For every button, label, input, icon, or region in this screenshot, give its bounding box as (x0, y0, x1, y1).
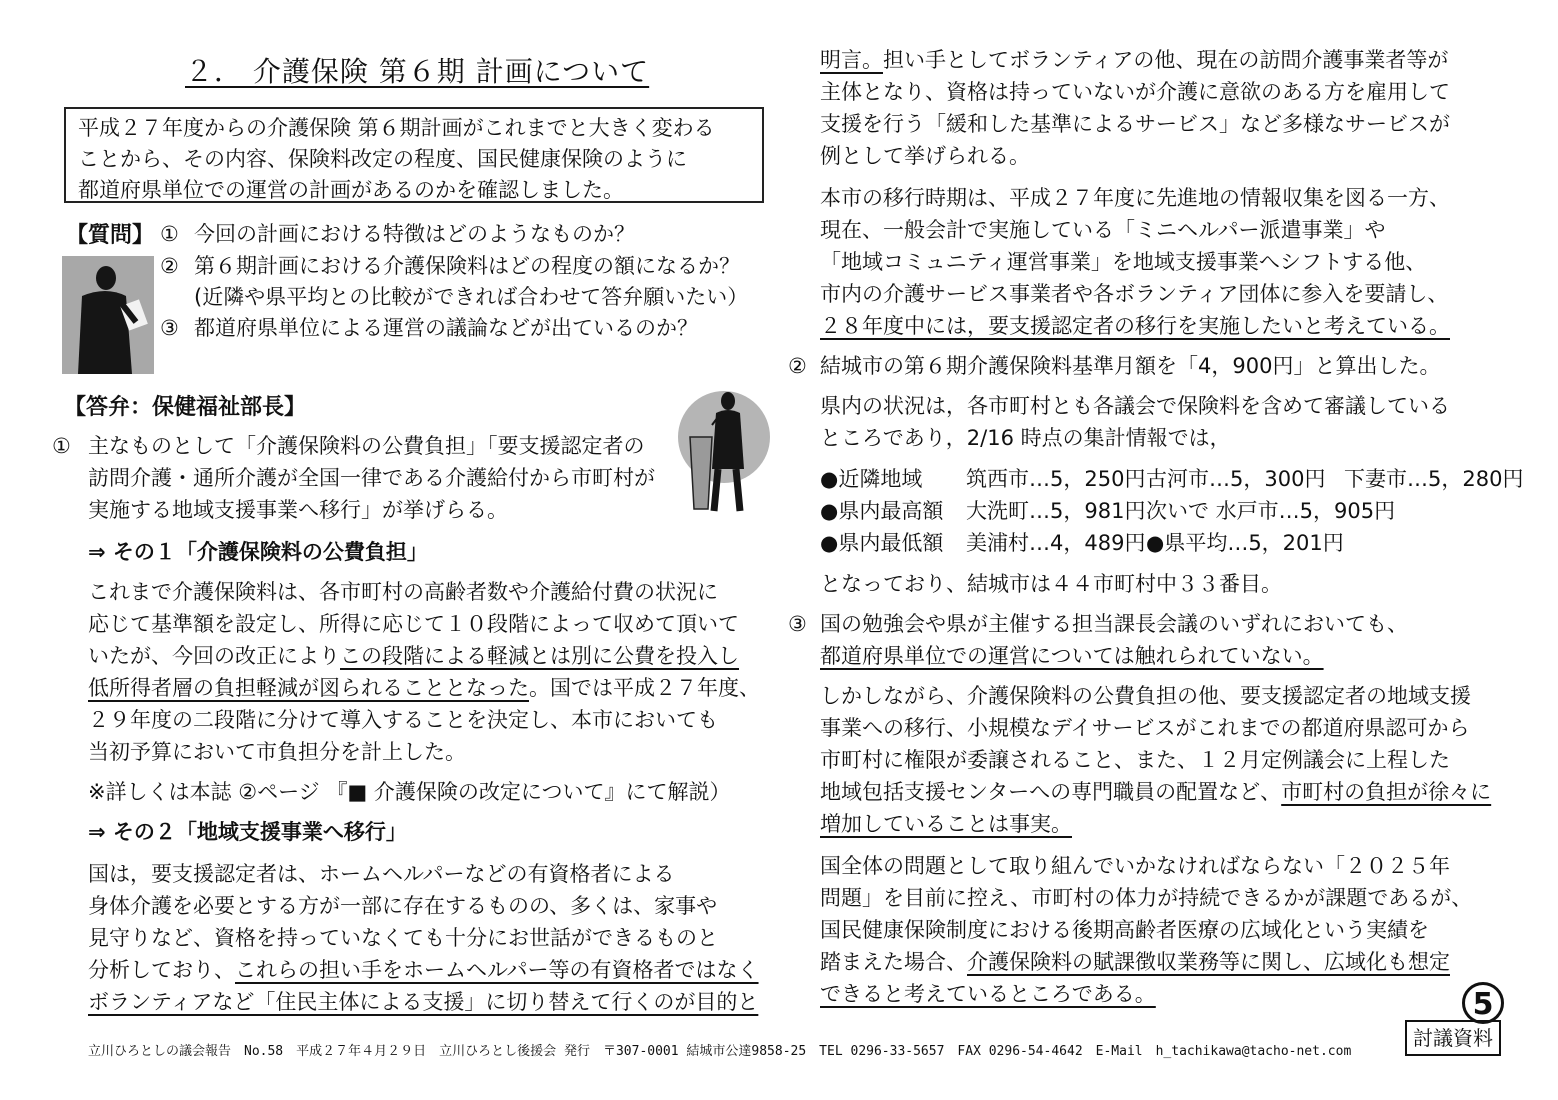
page-number: 5 (1462, 982, 1504, 1024)
paragraph-line: 増加していることは事実。 (820, 812, 1072, 836)
question-item: (近隣や県平均との比較ができれば合わせて答弁願いたい） (194, 285, 749, 309)
answer-line: 主なものとして「介護保険料の公費負担」「要支援認定者の (88, 434, 645, 458)
intro-line: 都道府県単位での運営の計画があるのかを確認しました。 (78, 178, 624, 202)
question-item: ② 第６期計画における介護保険料はどの程度の額になるか？ (160, 254, 740, 278)
paragraph-line: 分析しており、これらの担い手をホームヘルパー等の有資格者ではなく (88, 958, 759, 982)
document-tag: 討議資料 (1405, 1020, 1501, 1056)
paragraph-line: 現在、一般会計で実施している「ミニヘルパー派遣事業」や (820, 218, 1386, 242)
paragraph-line: できると考えているところである。 (820, 982, 1156, 1006)
paragraph-line: 問題」を目前に控え、市町村の体力が持続できるかが課題であるが、 (820, 886, 1473, 910)
intro-line: ことから、その内容、保険料改定の程度、国民健康保険のように (78, 147, 687, 171)
intro-box (64, 107, 764, 203)
paragraph-line: となっており、結城市は４４市町村中３３番目。 (820, 572, 1282, 596)
paragraph-line: 国は，要支援認定者は、ホームヘルパーなどの有資格者による (88, 862, 675, 886)
fee-row: ●県内最高額 大洗町…5，981円次いで 水戸市…5，905円 (820, 495, 1395, 528)
question-label: 【質問】 (66, 223, 155, 248)
answer-number: ③ (788, 612, 807, 636)
paragraph-line: ボランティアなど「住民主体による支援」に切り替えて行くのが目的と (88, 990, 759, 1014)
paragraph-line: これまで介護保険料は、各市町村の高齢者数や介護給付費の状況に (88, 580, 718, 604)
paragraph-line: 「地域コミュニティ運営事業」を地域支援事業へシフトする他、 (820, 250, 1427, 274)
subheading: ⇒ その２「地域支援事業へ移行」 (88, 820, 407, 844)
subheading: ⇒ その１「介護保険料の公費負担」 (88, 540, 428, 564)
answer-line: 都道府県単位での運営については触れられていない。 (820, 644, 1324, 668)
paragraph-line: ２８年度中には，要支援認定者の移行を実施したいと考えている。 (820, 314, 1450, 338)
answer-label: 【答弁：保健福祉部長】 (64, 395, 307, 420)
paragraph-line: 低所得者層の負担軽減が図られることとなった。国では平成２７年度、 (88, 676, 760, 700)
paragraph-line: 主体となり、資格は持っていないが介護に意欲のある方を雇用して (820, 80, 1450, 104)
paragraph-line: しかしながら、介護保険料の公費負担の他、要支援認定者の地域支援 (820, 684, 1471, 708)
note-line: ※詳しくは本誌 ②ページ 『■ 介護保険の改定について』にて解説） (88, 780, 731, 804)
paragraph-line: 支援を行う「緩和した基準によるサービス」など多様なサービスが (820, 112, 1450, 136)
answer-number: ① (52, 434, 71, 458)
fee-label: ●近隣地域 (820, 467, 923, 491)
answer-line: 訪問介護・通所介護が全国一律である介護給付から市町村が (88, 466, 655, 490)
question-item: ① 今回の計画における特徴はどのようなものか？ (160, 222, 635, 246)
paragraph-line: 地域包括支援センターへの専門職員の配置など、市町村の負担が徐々に (820, 780, 1492, 804)
paragraph-line: 市内の介護サービス事業者や各ボランティア団体に参入を要請し、 (820, 282, 1449, 306)
podium-speaker-icon (672, 385, 772, 513)
paragraph-line: 市町村に権限が委譲されること、また、１２月定例議会に上程した (820, 748, 1450, 772)
footer: 立川ひろとしの議会報告 No.58 平成２７年４月２９日 立川ひろとし後援会 発行 〒307-0001 結城市公達9858-25 TEL 0296-33-5657 FAX 0296-54-4642 E-Mail h_tachikawa@tacho-net.com (88, 1044, 1352, 1059)
paragraph-line: 見守りなど、資格を持っていなくても十分にお世話ができるものと (88, 926, 718, 950)
fee-label: ●県内最低額 (820, 531, 944, 555)
question-item: ③ 都道府県単位による運営の議論などが出ているのか？ (160, 316, 698, 340)
paragraph-line: いたが、今回の改正によりこの段階による軽減とは別に公費を投入し (88, 644, 739, 668)
paragraph-line: 応じて基準額を設定し、所得に応じて１０段階によって収めて頂いて (88, 612, 739, 636)
paragraph-line: 国民健康保険制度における後期高齢者医療の広域化という実績を (820, 918, 1429, 942)
paragraph-line: 明言。担い手としてボランティアの他、現在の訪問介護事業者等が (820, 48, 1449, 72)
paragraph-line: 事業への移行、小規模なデイサービスがこれまでの都道府県認可から (820, 716, 1470, 740)
fee-row: ●近隣地域 筑西市…5，250円古河市…5，300円 下妻市…5，280円 (820, 463, 1523, 496)
paragraph-line: 国全体の問題として取り組んでいかなければならない「２０２５年 (820, 854, 1450, 878)
paragraph-line: 本市の移行時期は、平成２７年度に先進地の情報収集を図る一方、 (820, 186, 1450, 210)
speaker-illustration-icon (62, 256, 154, 374)
paragraph-line: 県内の状況は，各市町村とも各議会で保険料を含めて審議している (820, 394, 1450, 418)
paragraph-line: 身体介護を必要とする方が一部に存在するものの、多くは、家事や (88, 894, 718, 918)
intro-line: 平成２７年度からの介護保険 第６期計画がこれまでと大きく変わる (78, 116, 715, 140)
answer-number: ② (788, 354, 807, 378)
paragraph-line: 例として挙げられる。 (820, 144, 1030, 168)
fee-label: ●県内最高額 (820, 499, 944, 523)
paragraph-line: 当初予算において市負担分を計上した。 (88, 740, 466, 764)
page-title: ２． 介護保険 第６期 計画について (185, 55, 650, 88)
paragraph-line: ２９年度の二段階に分けて導入することを決定し、本市においても (88, 708, 718, 732)
paragraph-line: 踏まえた場合、介護保険料の賦課徴収業務等に関し、広域化も想定 (820, 950, 1450, 974)
answer-line: 国の勉強会や県が主催する担当課長会議のいずれにおいても、 (820, 612, 1408, 636)
paragraph-line: ところであり，2/16 時点の集計情報では， (820, 426, 1231, 450)
answer-line: 実施する地域支援事業へ移行」が挙げらる。 (88, 498, 508, 522)
answer-line: 結城市の第６期介護保険料基準月額を「4，900円」と算出した。 (820, 354, 1441, 378)
fee-row: ●県内最低額 美浦村…4，489円●県平均…5，201円 (820, 527, 1344, 560)
